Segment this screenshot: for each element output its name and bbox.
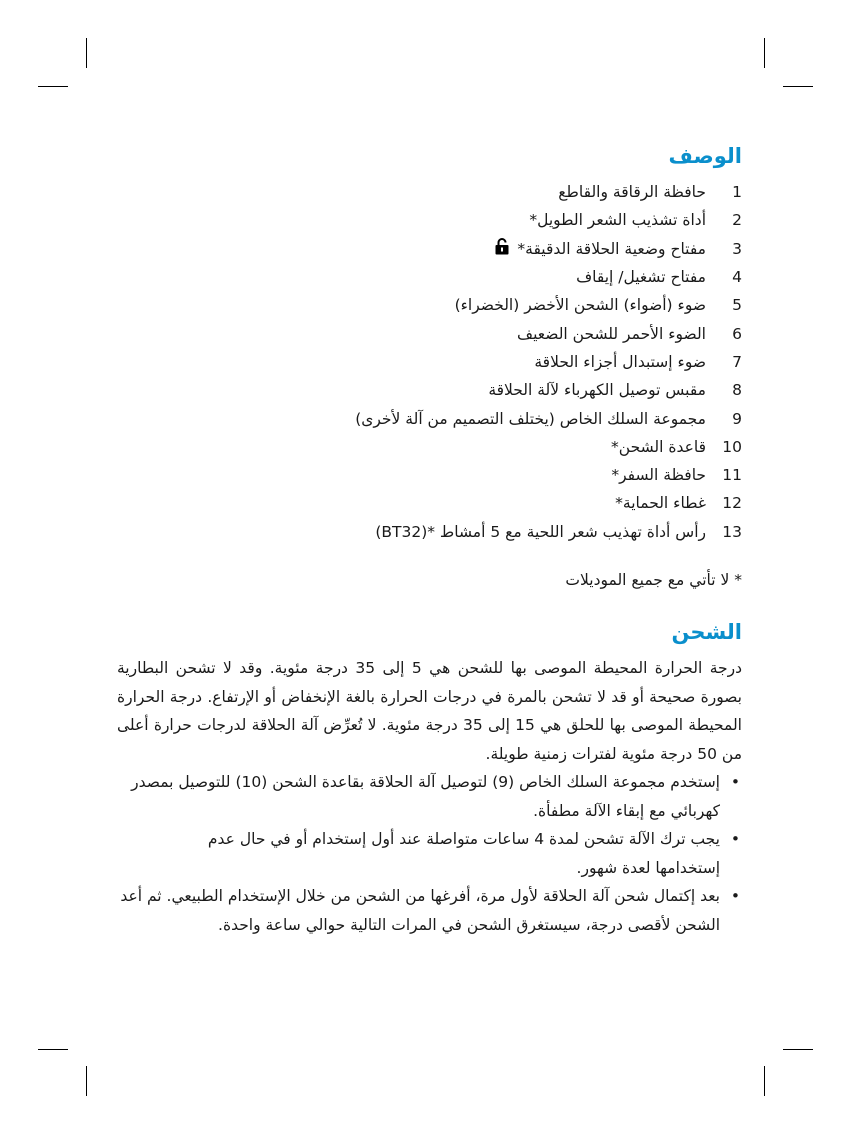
list-item xyxy=(117,291,742,319)
item-text: غطاء الحماية* xyxy=(615,494,706,513)
list-item xyxy=(117,348,742,376)
item-number: 5 xyxy=(732,296,742,315)
list-item xyxy=(117,489,742,517)
list-item xyxy=(117,376,742,404)
crop-mark-top-right-vertical xyxy=(764,38,765,68)
charging-bullets xyxy=(117,768,742,939)
item-number: 12 xyxy=(722,494,742,513)
crop-mark-bottom-right-horizontal xyxy=(783,1049,813,1050)
item-number: 1 xyxy=(732,183,742,202)
item-number: 2 xyxy=(732,211,742,230)
charging-section xyxy=(117,618,742,939)
list-item xyxy=(117,433,742,461)
crop-mark-top-right-horizontal xyxy=(783,86,813,87)
bullet-item xyxy=(97,882,742,939)
item-number: 8 xyxy=(732,381,742,400)
item-number: 9 xyxy=(732,409,742,428)
item-text: مفتاح تشغيل/ إيقاف xyxy=(576,268,706,287)
list-item xyxy=(117,461,742,489)
item-number: 11 xyxy=(722,466,742,485)
parts-list xyxy=(117,178,742,546)
bullet-text: بعد إكتمال شحن آلة الحلاقة لأول مرة، أفرغها من الشحن من خلال الإستخدام الطبيعي. ثم أعد الشحن لأقصى درجة، سيستغرق الشحن في المرات التالية حوالي ساعة واحدة. xyxy=(120,887,720,934)
list-item xyxy=(117,263,742,291)
item-text: ضوء إستبدال أجزاء الحلاقة xyxy=(534,352,706,371)
bullet-text: إستخدم مجموعة السلك الخاص (9) لتوصيل آلة الحلاقة بقاعدة الشحن (10) للتوصيل بمصدر كهربائي مع إبقاء الآلة مطفأة. xyxy=(131,773,720,820)
item-number: 10 xyxy=(722,437,742,456)
description-section xyxy=(117,142,742,594)
item-number: 4 xyxy=(732,268,742,287)
bullet-icon: • xyxy=(730,830,740,848)
list-item xyxy=(117,404,742,432)
item-text: أداة تشذيب الشعر الطويل* xyxy=(529,211,706,230)
charging-title: الشحن xyxy=(671,620,742,644)
bullet-item xyxy=(117,825,742,882)
crop-mark-bottom-right-vertical xyxy=(764,1066,765,1096)
crop-mark-bottom-left-horizontal xyxy=(38,1049,68,1050)
charging-paragraph: درجة الحرارة المحيطة الموصى بها للشحن هي 5 إلى 35 درجة مئوية. وقد لا تشحن البطارية بصورة صحيحة أو قد لا تشحن بالمرة في درجات الحرارة بالغة الإنخفاض أو الإرتفاع. درجة الحرارة المحيطة الموصى بها للحلق هي 15 إلى 35 درجة مئوية. لا تُعرِّض آلة الحلاقة لدرجات حرارة أعلى من 50 درجة مئوية لفترات زمنية طويلة. xyxy=(117,659,742,763)
item-text: مفتاح وضعية الحلاقة الدقيقة* xyxy=(517,239,706,258)
bullet-icon: • xyxy=(730,887,740,905)
description-title: الوصف xyxy=(668,144,742,168)
item-number: 6 xyxy=(732,324,742,343)
crop-mark-top-left-vertical xyxy=(86,38,87,68)
item-text: رأس أداة تهذيب شعر اللحية مع 5 أمشاط *(BT32) xyxy=(375,522,706,541)
item-number: 7 xyxy=(732,352,742,371)
list-item xyxy=(117,178,742,206)
item-text: قاعدة الشحن* xyxy=(611,437,706,456)
item-text: الضوء الأحمر للشحن الضعيف xyxy=(517,324,706,343)
crop-mark-bottom-left-vertical xyxy=(86,1066,87,1096)
lock-icon xyxy=(495,238,509,259)
item-text: مقبس توصيل الكهرباء لآلة الحلاقة xyxy=(488,381,706,400)
bullet-icon: • xyxy=(730,773,740,791)
list-item xyxy=(117,206,742,234)
list-item xyxy=(117,235,742,263)
footnote: * لا تأتي مع جميع الموديلات xyxy=(565,570,742,589)
bullet-item xyxy=(117,768,742,825)
bullet-text: يجب ترك الآلة تشحن لمدة 4 ساعات متواصلة عند أول إستخدام أو في حال عدم إستخدامها لعدة شهور. xyxy=(207,830,720,877)
crop-mark-top-left-horizontal xyxy=(38,86,68,87)
list-item xyxy=(117,319,742,347)
item-text: حافظة الرقاقة والقاطع xyxy=(558,183,706,202)
item-number: 3 xyxy=(732,239,742,258)
item-text: ضوء (أضواء) الشحن الأخضر (الخضراء) xyxy=(454,296,706,315)
item-number: 13 xyxy=(722,522,742,541)
list-item xyxy=(117,518,742,546)
item-text: مجموعة السلك الخاص (يختلف التصميم من آلة لأخرى) xyxy=(355,409,706,428)
item-text: حافظة السفر* xyxy=(611,466,706,485)
